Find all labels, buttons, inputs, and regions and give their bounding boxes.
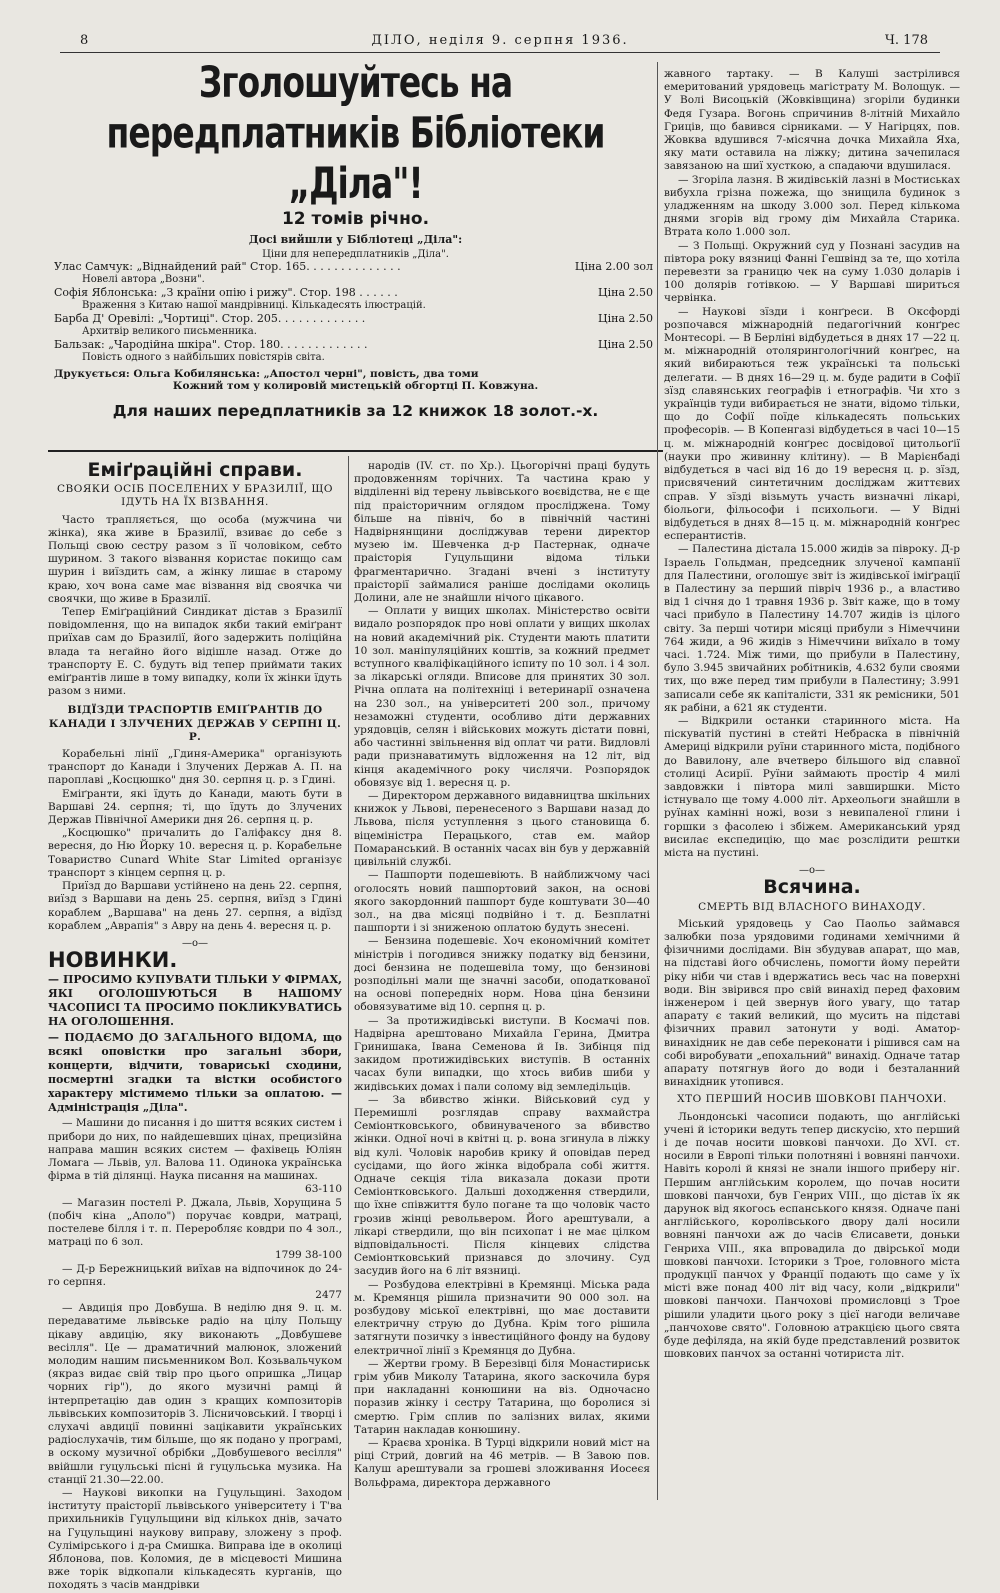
paragraph: Еміґранти, які їдуть до Канади, мають бути в Варшаві 24. серпня; ті, що їдуть до Злучених Держав Північної Америки дня 26. серпня ц. р. — [48, 787, 342, 827]
paragraph: Тепер Еміґраційний Синдикат дістав з Бразилії повідомлення, що на випадок якби такий еміґрант приїхав сам до Бразилії, його задержить поліційна влада та негайно його відішле назад. Отже до транспорту Е. С. будуть від тепер приймати таких еміґрантів лише в тому випадку, коли їх жінки їдуть разом з ними. — [48, 606, 342, 698]
paragraph: — Розбудова електрівні в Кремянці. Міська рада м. Кремянця рішила призначити 90 000 зол. на розбудову міської електрівні, що має доставити електричну струю до Дубна. Крім того рішила затягнути позичку з інвестиційного фонду на будову електричної лінії з Кремянця до Дубна. — [354, 1278, 650, 1357]
subheading: ХТО ПЕРШИЙ НОСИВ ШОВКОВІ ПАНЧОХИ. — [677, 1093, 947, 1106]
paragraph: — З Польщі. Окружний суд у Познані засудив на півтора року вязниці Фанні Гешвінд за те, що хотіла перевезти за границю чек на суму 1.030 доларів і 100 долярів готівкою. — У Варшаві шириться червінка. — [664, 239, 960, 305]
column-divider — [348, 456, 349, 1500]
page-header — [60, 30, 940, 53]
column-left — [48, 459, 342, 1592]
paragraph: — Оплати у вищих школах. Міністерство освіти видало розпорядок про нові оплати у вищих школах на новий академічний рік. Студенти мають платити 10 зол. маніпуляційних коштів, за кожний предмет вступного кваліфікаційного іспиту по 10 зол. і 4 зол. за лікарські огляди. Вписове для принятих 30 зол. Річна оплата на політехніці і ветеринарії означена на 230 зол., на університеті 200 зол., причому незаможні студенти, особливо діти державних урядовців, селян і військових можуть дістати повні, або частинні звільнення від оплат чи рати. Видловлі ради признаватимуть відложення на 12 літ, від кінця академічного року числячи. Розпорядок обовязує від 1. вересня ц. р. — [354, 605, 650, 789]
paragraph: — За вбивство жінки. Військовий суд у Перемишлі розглядав справу вахмайстра Семіонтковського, обвинуваченого за вбивство жінки. Одної ночі в квітні ц. р. вона згинула в ліжку від кулі. Чоловік наробив крику й оповідав перед сусідами, що його жінка відобрала собі життя. Одначе секція тіла виказала докази проти Семіонтковського. Дальші доходження ствердили, що їхне співжиття було погане та що чоловік часто грозив жінці револьвером. Його арештували, а лікарі ствердили, що він психопат і не має цілком відповідальності. Після кінцевих слідства Семіонтковський признався до злочину. Суд засудив його на 6 літ вязниці. — [354, 1093, 650, 1278]
section-heading-news: НОВИНКИ. — [48, 948, 178, 973]
page-number: 8 — [80, 33, 89, 48]
paragraph: — Палестина дістала 15.000 жидів за півроку. Д-р Ізраель Гольдман, председник злученої кампанії для Палестини, оголошує звіт із жидівської іміґрації в Палестину за перший півріч 1936 р., а властиво від 1 січня до 1 травня 1936 р. Звіт каже, що в тому часі прибуло в Палестину 14.707 жидів із цілого світу. За перші чотири місяці прибули з Німеччини 764 жиди, а 96 жидів з Німеччини виїхало в тому часі. 1.724. Між тими, що прибули в Палестину, було 3.945 звичайних робітників, 4.632 були своями тих, що вже перед тим прибули в Палестину; 3.991 записали себе як капіталісти, 331 як ремісники, 501 як рабіни, а 621 як студенти. — [664, 543, 960, 714]
separator: —о— — [798, 865, 826, 877]
paragraph: Часто трапляється, що особа (мужчина чи жінка), яка живе в Бразилії, взиває до себе з Польщі свою сестру разом з її чоловіком, себто шурином. З такого візвання користає покищо сам шурин і виїздить сам, а жінку лишає в старому краю, хоч вона саме має візвання від своячка чи своячки, що живе в Бразилії. — [48, 513, 342, 605]
paragraph: Льондонські часописи подають, що англійські учені й історики ведуть тепер дискусію, хто перший і де почав носити шовкові панчохи. До XVI. ст. носили в Европі тільки полотняні і вовняні панчохи. Навіть королі й князі не знали іншого приберу ніг. Першим англійським королем, що почав носити шовкові панчохи, був Генрих VIII., що дістав їх як дарунок від якогось еспанського князя. Одначе пані англійського, королівського двору далі носили вовняні панчохи аж до часів Єлисавети, доньки Генриха VIII., яка впровадила до двірської моди шовкові панчохи. Історики з Трое, головного міста продукції панчох у Франції подають що саме у їх місті вже понад 400 літ від часу, коли „відкрили" шовкові панчохи. Панчохові промисловці з Трое рішили уладити цього року з цієї нагоди величаве „панчохове свято". Головною атракцією цього свята буде дефіляда, на якій буде представлений розвиток шовкових панчох за останні чотириста літ. — [664, 1110, 960, 1361]
paragraph: Корабельні лінії „Гдиня-Америка" організують транспорт до Канади і Злучених Держав А. П. на пароплаві „Косцюшко" дня 30. серпня ц. р. з Гдині. — [48, 748, 342, 787]
paragraph: — Жертви грому. В Березівці біля Монастириськ грім убив Миколу Татарина, якого заскочила буря при накладанні конюшини на віз. Одночасно поразив жінку і сестру Татарина, що боролися зі смертю. Грім сплив по залізних вилах, якими Татарин накладав конюшину. — [354, 1357, 650, 1436]
masthead-date: ДІЛО, неділя 9. серпня 1936. — [371, 33, 629, 48]
book-line: Улас Самчук: „Віднайдений рай" Стор. 165. . . . . . . . . . . . . . — [54, 260, 401, 273]
notice: — ПОДАЄМО ДО ЗАГАЛЬНОГО ВІДОМА, що всякі оповістки про загальні збори, концерти, відчити, товариські сходини, посмертні згадки та вістки особистого характеру містимемо тільки за оплатою. — Адміністрація „Діла". — [48, 1031, 342, 1115]
paragraph: — Наукові зїзди і конґреси. В Оксфорді розпочався міжнародній педагогічний конґрес Монтесорі. — В Берліні відбудеться в днях 17 —22 ц. м. міжнародній отолярингологічний конґрес, на який вибираються теж українські та польські делегати. — В днях 16—29 ц. м. буде радити в Софії зїзд славянських географів і етнографів. Чи хто з українців туди вибирається не знати, відомо тільки, що до Софії поїде кількадесять польських професорів. — В Копенгазі відбудеться в часі 10—15 ц. м. міжнародній конґрес досвідової цитольоґії (науки про живинну клітину). — В Марієнбаді відбудеться в часі від 16 до 19 вересня ц. р. зїзд, присвячений синтетичним досліджам життєвих справ. У зїзді візьмуть участь визначні лікарі, біольоги, фільософи і психольоги. — У Відні відбудеться в днях 8—15 ц. м. міжнародній конґрес есперантистів. — [664, 305, 960, 543]
paragraph: — Краєва хроніка. В Турці відкрили новий міст на ріці Стрий, довгий на 46 метрів. — В Завою пов. Калуш арештували за грошеві зложивання Иосеєя Вольфрама, директора державного — [354, 1437, 650, 1489]
paragraph: — Наукові викопки на Гуцульщині. Заходом інституту праісторії львівського університету і Т'ва прихильників Гуцульщини від кількох днів, зачато на Гуцульщині наукову виправу, зложену з проф. Сулімірського і д-ра Смишка. Виправа іде в околиці Яблонова, пов. Коломия, де в місцевості Мишина вже торік відкопали кількадесять курганів, що походять з часів мандрівки — [48, 1487, 342, 1592]
column-middle — [354, 460, 650, 1500]
notice: — ПРОСИМО КУПУВАТИ ТІЛЬКИ У ФІРМАХ, ЯКІ ОГОЛОШУЮТЬСЯ В НАШОМУ ЧАСОПИСІ ТА ПРОСИМО ПОКЛИКУВАТИСЬ НА ОГОЛОШЕННЯ. — [48, 973, 342, 1029]
column-right — [664, 68, 960, 1500]
book-entry — [54, 312, 653, 338]
subscription-advertisement — [48, 58, 663, 452]
paragraph: — Директором державного видавництва шкільних книжок у Львові, перенесеного з Варшави назад до Львова, після уступлення з цього становища б. віцеміністра Перацького, став ем. майор Помаранський. В останніх часах він був у державній цивільній службі. — [354, 790, 650, 869]
paragraph: жавного тартаку. — В Калуші застрілився емеритований урядовець магістрату М. Волощук. — У Волі Висоцькій (Жовківщина) згоріли будинки Федя Гузара. Вогонь спричинив 8-літній Михайло Гриців, що бавився сірниками. — У Нагірцях, пов. Жовква вдушився 7-місячна дочка Михайла Яха, яку мати оставила на ліжку; дитина зачепилася завязаною на шиї хусткою, а спадаючи вдушилася. — [664, 68, 960, 173]
book-note: Архитвір великого письменника. — [82, 326, 257, 337]
issue-number: Ч. 178 — [884, 33, 928, 48]
book-entry — [54, 338, 653, 364]
paragraph: — Машини до писання і до шиття всяких систем і прибори до них, по найдешевших цінах, прецизійна направа машин всяких систем — фахівець Юліян Ломага — Львів, ул. Валова 11. Одинока українська фірма в тій ділянці. Наука писання на машинах. — [48, 1117, 342, 1183]
column-divider — [657, 62, 658, 1500]
ad-printing: Друкується: Ольга Кобилянська: „Апостол черні", повість, два томи — [54, 368, 479, 380]
book-line: Софія Яблонська: „З країни опію і рижу". Стор. 198 . . . . . . — [54, 286, 398, 299]
ad-code: 1799 38-100 — [274, 1249, 342, 1262]
paragraph: Міський урядовець у Сао Паольо займався залюбки поза урядовими годинами хемічними й фізичними дослідами. Він збудував апарат, що мав, на підставі його обчислень, помогти йому перейти ріку ніби чи став і вдержатись весь час на поверхні води. Він звірився про свій винахід перед фаховим інженером і цей звернув його увагу, що татар апарату є такий великий, що мусить на підставі фізичних правил затонути у воді. Аматор-винахідник не дав себе переконати і рішився сам на собі виробувати „епохальний" винахід. Одначе татар апарату потягнув його до води і безталанний винахідник утопився. — [664, 917, 960, 1089]
book-note: Повість одного з найбільших повістярів світа. — [82, 352, 325, 363]
book-line: Барба Д' Оревілі: „Чортиці". Стор. 205. . . . . . . . . . . . . — [54, 312, 366, 325]
paragraph: „Косцюшко" причалить до Галіфаксу дня 8. вересня, до Ню Йорку 10. вересня ц. р. Корабельне Товариство Cunard White Star Limited організує транспорт з кінцем серпня ц. р. — [48, 827, 342, 879]
book-price: Ціна 2.50 — [598, 312, 653, 325]
section-heading-miscellany: Всячина. — [763, 876, 861, 899]
subheading: СМЕРТЬ ВІД ВЛАСНОГО ВИНАХОДУ. — [698, 900, 926, 913]
paragraph: — Згоріла лазня. В жидівській лазні в Мостиськах вибухла грізна пожежа, що знищила будинок з уладженням на шкоду 3.000 зол. Перед кількома днями згорів від грому дім Михайла Старика. Втрата коло 1.000 зол. — [664, 173, 960, 239]
book-price: Ціна 2.00 зол — [574, 260, 653, 273]
paragraph: народів (IV. ст. по Хр.). Цьогорічні праці будуть продовженням торічних. Та частина краю у відділенні від терену львівського воєвідства, не є ще під праісторичним оглядом просліджена. Тому більше на північ, бо в північній частині Надвірнянщини досліджував терени директор музею ім. Шевченка д-р Пастернак, одначе праісторія Гуцульщини відома тільки фрагментарично. Згадані вчені з інституту праісторії займалися раніше дослідами околиць Долини, але не знайшли нічого цікавого. — [354, 460, 650, 605]
ad-code: 63-110 — [305, 1183, 342, 1196]
ad-title: Зголошуйтесь на передплатників Бібліотеки „Діла"! — [106, 56, 605, 209]
paragraph: — Бензина подешевіє. Хоч економічний комітет міністрів і погодився знижку податку від бензини, досі бензина не подешевіла тому, що бензинові розподільні мали ще значні засоби, оподаткованої на основі попередніх норм. Нова ціна бензини обовязуватиме від 10. серпня ц. р. — [354, 935, 650, 1014]
paragraph: — Відкрили останки старинного міста. На піскуватій пустині в стейті Небраска в північній Америці відкрили руїни старинного міста, подібного до Вавилону, але вчетверо більшого від славної столиці Асирії. Руїни займають простір 4 милі завдовжки і півтора милі завширшки. Місто істнувало ще тому 4.000 літ. Археольоги знайшли в руїнах камінні ножі, вози з невипаленої глини і горшки з фасолею і збіжем. Американський уряд висилає експедицію, що має розслідити рештки міста на пустині. — [664, 714, 960, 859]
ad-code: 2477 — [315, 1288, 342, 1301]
paragraph: — Пашпорти подешевіють. В найближчому часі оголосять новий пашпортовий закон, на основі якого закордонний пашпорт буде коштувати 30—40 зол., на два місяці подвійно і т. д. Безплатні пашпорти і зі зниженою оплатою будуть знесені. — [354, 869, 650, 935]
paragraph: — Д-р Бережницький виїхав на відпочинок до 24-го серпня. — [48, 1262, 342, 1288]
section-heading-emigration: Еміґраційні справи. — [87, 459, 303, 481]
ad-cover: Кожний том у колировій мистецькій обгортці П. Ковжуна. — [172, 380, 539, 392]
ad-offer: Для наших передплатників за 12 книжок 18 золот.-х. — [112, 402, 599, 420]
book-entry — [54, 286, 653, 312]
paragraph: — Авдиція про Довбуша. В неділю дня 9. ц. м. передаватиме львівське радіо на цілу Польщу цікаву авдицію, яку виконають „Довбушеве весілля". Це — драматичний малюнок, зложений молодим нашим письменником Вол. Козьвальчуком (якраз видає свій твір про цього опришка „Лицар чорних гір"), до якого музичні рамці й інтерпретацію дав один з кращих композиторів львівських композиторів З. Лісничовський. І творці і слухачі авдиції повинні зацікавити українських радіослухачів, тим більше, що як подано у програмі, в оскому музичної обрібки „Довбушевого весілля" ввійшли гуцульські пісні й гуцульська музика. На станції 21.30—22.00. — [48, 1302, 342, 1486]
book-price: Ціна 2.50 — [598, 286, 653, 299]
subheading: СВОЯКИ ОСІБ ПОСЕЛЕНИХ У БРАЗИЛІЇ, ЩО ІДУТЬ НА ЇХ ВІЗВАННЯ. — [57, 483, 333, 509]
book-line: Бальзак: „Чародійна шкіра". Стор. 180. . . . . . . . . . . . . — [54, 338, 368, 351]
paragraph: — Магазин постелі Р. Джала, Львів, Хорущина 5 (побіч кіна „Аполо") поручає ковдри, матраці, постелеве білля і т. п. Переробляє ковдри по 4 зол., матраці по 6 зол. — [48, 1196, 342, 1249]
ad-subtitle: 12 томів річно. — [281, 209, 430, 229]
book-note: Новелі автора „Возни". — [82, 274, 205, 285]
ad-published: Досі вийшли у Бібліотеці „Діла": — [248, 233, 463, 246]
book-entry — [54, 260, 653, 286]
paragraph: Приїзд до Варшави устійнено на день 22. серпня, виїзд з Варшави на день 25. серпня, виїзд з Гдині кораблем „Варшава" на день 27. серпня, а відїзд кораблем „Аврапія" з Авру на день 4. вересня ц. р. — [48, 880, 342, 932]
paragraph: — За протижидівські виступи. В Космачі пов. Надвірна арештовано Михайла Герина, Дмитра Гринишака, Івана Семенова й Ів. Зибінця під закидом протижидівських виступів. В останніх часах були випадки, що хтось вибив шиби у жидівських домах і пали солому від земледільців. — [354, 1014, 650, 1093]
book-price: Ціна 2.50 — [598, 338, 653, 351]
subheading: ВІДЇЗДИ ТРАСПОРТІВ ЕМІҐРАНТІВ ДО КАНАДИ І ЗЛУЧЕНИХ ДЕРЖАВ У СЕРПНІ Ц. Р. — [48, 704, 342, 743]
ad-price-head: Ціни для непередплатників „Діла". — [262, 249, 449, 260]
book-note: Враження з Китаю нашої мандрівниці. Кількадесять ілюстрацій. — [82, 300, 426, 311]
separator: —о— — [181, 937, 209, 949]
